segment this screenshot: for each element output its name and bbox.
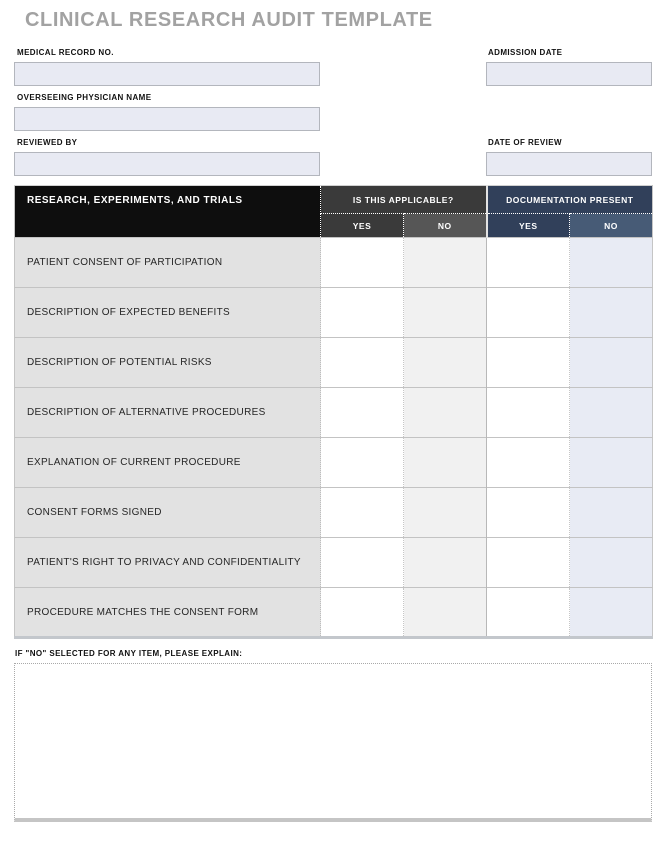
reviewed-by-label: REVIEWED BY	[17, 138, 78, 147]
documentation-yes-cell[interactable]	[487, 438, 570, 488]
documentation-yes-cell[interactable]	[487, 588, 570, 638]
overseeing-physician-name-label: OVERSEEING PHYSICIAN NAME	[17, 93, 152, 102]
applicable-yes-cell[interactable]	[321, 238, 404, 288]
date-of-review-input[interactable]	[486, 152, 652, 176]
applicable-no-cell[interactable]	[404, 488, 487, 538]
applicable-no-cell[interactable]	[404, 588, 487, 638]
explain-textarea[interactable]	[14, 663, 652, 822]
documentation-no-cell[interactable]	[570, 538, 653, 588]
row-label: PROCEDURE MATCHES THE CONSENT FORM	[15, 588, 321, 638]
documentation-yes-cell[interactable]	[487, 538, 570, 588]
medical-record-no-label: MEDICAL RECORD NO.	[17, 48, 114, 57]
row-label: EXPLANATION OF CURRENT PROCEDURE	[15, 438, 321, 488]
applicable-yes-cell[interactable]	[321, 488, 404, 538]
applicable-no-cell[interactable]	[404, 438, 487, 488]
applicable-no-cell[interactable]	[404, 338, 487, 388]
applicable-yes-cell[interactable]	[321, 438, 404, 488]
documentation-no-cell[interactable]	[570, 438, 653, 488]
documentation-no-cell[interactable]	[570, 588, 653, 638]
applicable-no-cell[interactable]	[404, 538, 487, 588]
documentation-no-cell[interactable]	[570, 338, 653, 388]
row-label: CONSENT FORMS SIGNED	[15, 488, 321, 538]
table-row	[15, 288, 653, 338]
applicable-yes-cell[interactable]	[321, 588, 404, 638]
table-row	[15, 238, 653, 288]
applicable-no-cell[interactable]	[404, 288, 487, 338]
table-header-applicable: IS THIS APPLICABLE?	[321, 186, 487, 214]
date-of-review-label: DATE OF REVIEW	[488, 138, 562, 147]
documentation-yes-cell[interactable]	[487, 488, 570, 538]
row-label: DESCRIPTION OF POTENTIAL RISKS	[15, 338, 321, 388]
table-row	[15, 438, 653, 488]
documentation-yes-cell[interactable]	[487, 338, 570, 388]
row-label: DESCRIPTION OF ALTERNATIVE PROCEDURES	[15, 388, 321, 438]
applicable-no-cell[interactable]	[404, 238, 487, 288]
explain-label: IF "NO" SELECTED FOR ANY ITEM, PLEASE EXPLAIN:	[15, 649, 243, 658]
admission-date-label: ADMISSION DATE	[488, 48, 563, 57]
applicable-no-header: NO	[404, 214, 487, 238]
table-row	[15, 338, 653, 388]
documentation-yes-cell[interactable]	[487, 238, 570, 288]
medical-record-no-input[interactable]	[14, 62, 320, 86]
overseeing-physician-name-input[interactable]	[14, 107, 320, 131]
applicable-yes-header: YES	[321, 214, 404, 238]
audit-table	[14, 185, 653, 639]
table-row	[15, 538, 653, 588]
admission-date-input[interactable]	[486, 62, 652, 86]
table-row	[15, 588, 653, 638]
table-row	[15, 388, 653, 438]
reviewed-by-input[interactable]	[14, 152, 320, 176]
documentation-no-cell[interactable]	[570, 388, 653, 438]
applicable-yes-cell[interactable]	[321, 388, 404, 438]
table-header-documentation: DOCUMENTATION PRESENT	[487, 186, 653, 214]
documentation-yes-cell[interactable]	[487, 388, 570, 438]
row-label: DESCRIPTION OF EXPECTED BENEFITS	[15, 288, 321, 338]
documentation-yes-header: YES	[487, 214, 570, 238]
documentation-no-cell[interactable]	[570, 488, 653, 538]
table-row	[15, 488, 653, 538]
applicable-yes-cell[interactable]	[321, 338, 404, 388]
documentation-no-cell[interactable]	[570, 238, 653, 288]
row-label: PATIENT'S RIGHT TO PRIVACY AND CONFIDENTIALITY	[15, 538, 321, 588]
documentation-yes-cell[interactable]	[487, 288, 570, 338]
documentation-no-header: NO	[570, 214, 653, 238]
applicable-no-cell[interactable]	[404, 388, 487, 438]
applicable-yes-cell[interactable]	[321, 538, 404, 588]
applicable-yes-cell[interactable]	[321, 288, 404, 338]
table-header-research: RESEARCH, EXPERIMENTS, AND TRIALS	[15, 186, 321, 238]
documentation-no-cell[interactable]	[570, 288, 653, 338]
row-label: PATIENT CONSENT OF PARTICIPATION	[15, 238, 321, 288]
page-title: CLINICAL RESEARCH AUDIT TEMPLATE	[25, 9, 433, 31]
